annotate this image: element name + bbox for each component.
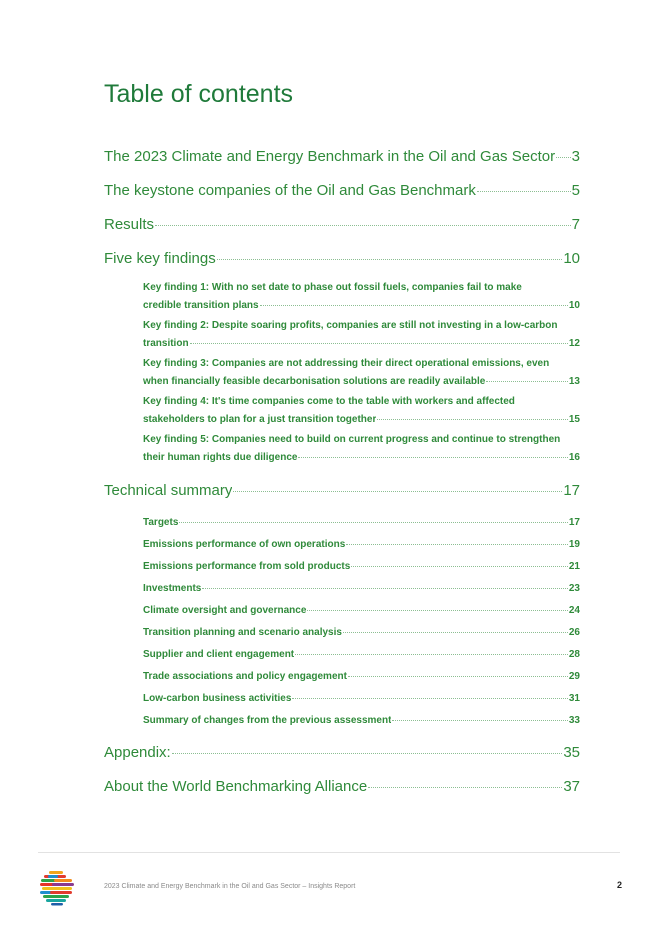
toc-page-number: 3 [571,148,580,165]
toc-page-number: 12 [568,337,580,349]
dot-leader [348,666,568,677]
toc-entry-title-line1: Key finding 3: Companies are not addressing their direct operational emissions, even [143,358,550,369]
dot-leader [486,371,568,382]
toc-page-number: 31 [568,693,580,704]
toc-technical-item[interactable] [143,600,580,622]
toc-page-number: 13 [568,375,580,387]
toc-technical-item[interactable] [143,534,580,556]
toc-page-number: 24 [568,605,580,616]
toc-entry-title: Emissions performance of own operations [143,539,346,550]
dot-leader [351,556,568,567]
toc-key-finding[interactable] [143,318,580,352]
toc-technical-item[interactable] [143,556,580,578]
toc-entry-title: Emissions performance from sold products [143,561,351,572]
dot-leader [307,600,567,611]
toc-entry-about[interactable] [104,774,580,808]
toc-entry-title: The keystone companies of the Oil and Gas Benchmark [104,182,476,199]
toc-key-finding[interactable] [143,280,580,314]
toc-page-number: 17 [563,482,580,499]
toc-entry-title: Results [104,216,155,233]
toc-page-number: 21 [568,561,580,572]
toc-technical-item[interactable] [143,688,580,710]
toc-technical-item[interactable] [143,666,580,688]
toc-page-number: 15 [568,413,580,425]
toc-entry-title-line2: their human rights due diligence [143,451,298,463]
toc-technical-item[interactable] [143,644,580,666]
toc-entry-title-line1: Key finding 1: With no set date to phase out fossil fuels, companies fail to make [143,282,522,293]
toc-page-number: 10 [563,250,580,267]
toc-page-number: 29 [568,671,580,682]
toc-entry-title-line2: when financially feasible decarbonisation solutions are readily available [143,375,486,387]
toc-page-number: 5 [571,182,580,199]
toc-key-finding[interactable] [143,394,580,428]
toc-key-finding[interactable] [143,356,580,390]
toc-technical-item[interactable] [143,710,580,732]
toc-entry-title: Targets [143,517,179,528]
dot-leader [298,447,567,458]
toc-technical-item[interactable] [143,512,580,534]
toc-page-number: 28 [568,649,580,660]
dot-leader [292,688,568,699]
footer-report-title: 2023 Climate and Energy Benchmark in the Oil and Gas Sector – Insights Report [104,883,356,890]
toc-entry-title-line2: credible transition plans [143,299,259,311]
toc-page-number: 33 [568,715,580,726]
toc-entry[interactable] [104,144,580,178]
dot-leader [233,476,562,492]
toc-page-number: 7 [571,216,580,233]
toc-entry-title: Transition planning and scenario analysis [143,627,342,638]
toc-entry-title: Appendix: [104,744,171,761]
toc-key-finding[interactable] [143,432,580,466]
toc-entry-title: Technical summary [104,482,233,499]
toc-entry-title: Five key findings [104,250,216,267]
dot-leader [477,176,571,192]
dot-leader [260,295,568,306]
table-of-contents [104,144,580,808]
toc-entry-title-line1: Key finding 2: Despite soaring profits, companies are still not investing in a low-carbon [143,320,558,331]
toc-entry-title-line2: transition [143,337,189,349]
dot-leader [368,772,562,788]
world-benchmarking-alliance-logo-icon [40,870,74,906]
toc-entry[interactable] [104,246,580,280]
toc-entry-title: Low-carbon business activities [143,693,292,704]
dot-leader [392,710,567,721]
page-title: Table of contents [104,80,294,108]
toc-page-number: 37 [563,778,580,795]
toc-page-number: 26 [568,627,580,638]
toc-page-number: 17 [568,517,580,528]
toc-page-number: 23 [568,583,580,594]
toc-entry-title: Summary of changes from the previous assessment [143,715,392,726]
toc-entry-title: About the World Benchmarking Alliance [104,778,368,795]
page-number: 2 [616,880,622,890]
dot-leader [556,142,571,158]
toc-entry-technical-summary[interactable] [104,478,580,512]
toc-technical-item[interactable] [143,578,580,600]
toc-page-number: 35 [563,744,580,761]
dot-leader [343,622,568,633]
toc-entry[interactable] [104,178,580,212]
toc-entry-title: Climate oversight and governance [143,605,307,616]
dot-leader [377,409,568,420]
toc-entry-title-line2: stakeholders to plan for a just transition together [143,413,377,425]
dot-leader [179,512,567,523]
toc-page-number: 16 [568,451,580,463]
toc-page-number: 10 [568,299,580,311]
footer-divider [38,852,620,853]
dot-leader [217,244,563,260]
toc-entry-title: The 2023 Climate and Energy Benchmark in the Oil and Gas Sector [104,148,556,165]
toc-entry-title: Supplier and client engagement [143,649,295,660]
toc-technical-item[interactable] [143,622,580,644]
toc-page-number: 19 [568,539,580,550]
toc-entry-title-line1: Key finding 5: Companies need to build on current progress and continue to strengthen [143,434,561,445]
dot-leader [172,738,563,754]
dot-leader [190,333,568,344]
dot-leader [346,534,568,545]
dot-leader [202,578,568,589]
toc-entry-title: Investments [143,583,202,594]
toc-entry-title: Trade associations and policy engagement [143,671,347,682]
dot-leader [155,210,571,226]
toc-entry-title-line1: Key finding 4: It's time companies come to the table with workers and affected [143,396,515,407]
toc-entry[interactable] [104,212,580,246]
toc-entry-appendix[interactable] [104,740,580,774]
dot-leader [295,644,568,655]
